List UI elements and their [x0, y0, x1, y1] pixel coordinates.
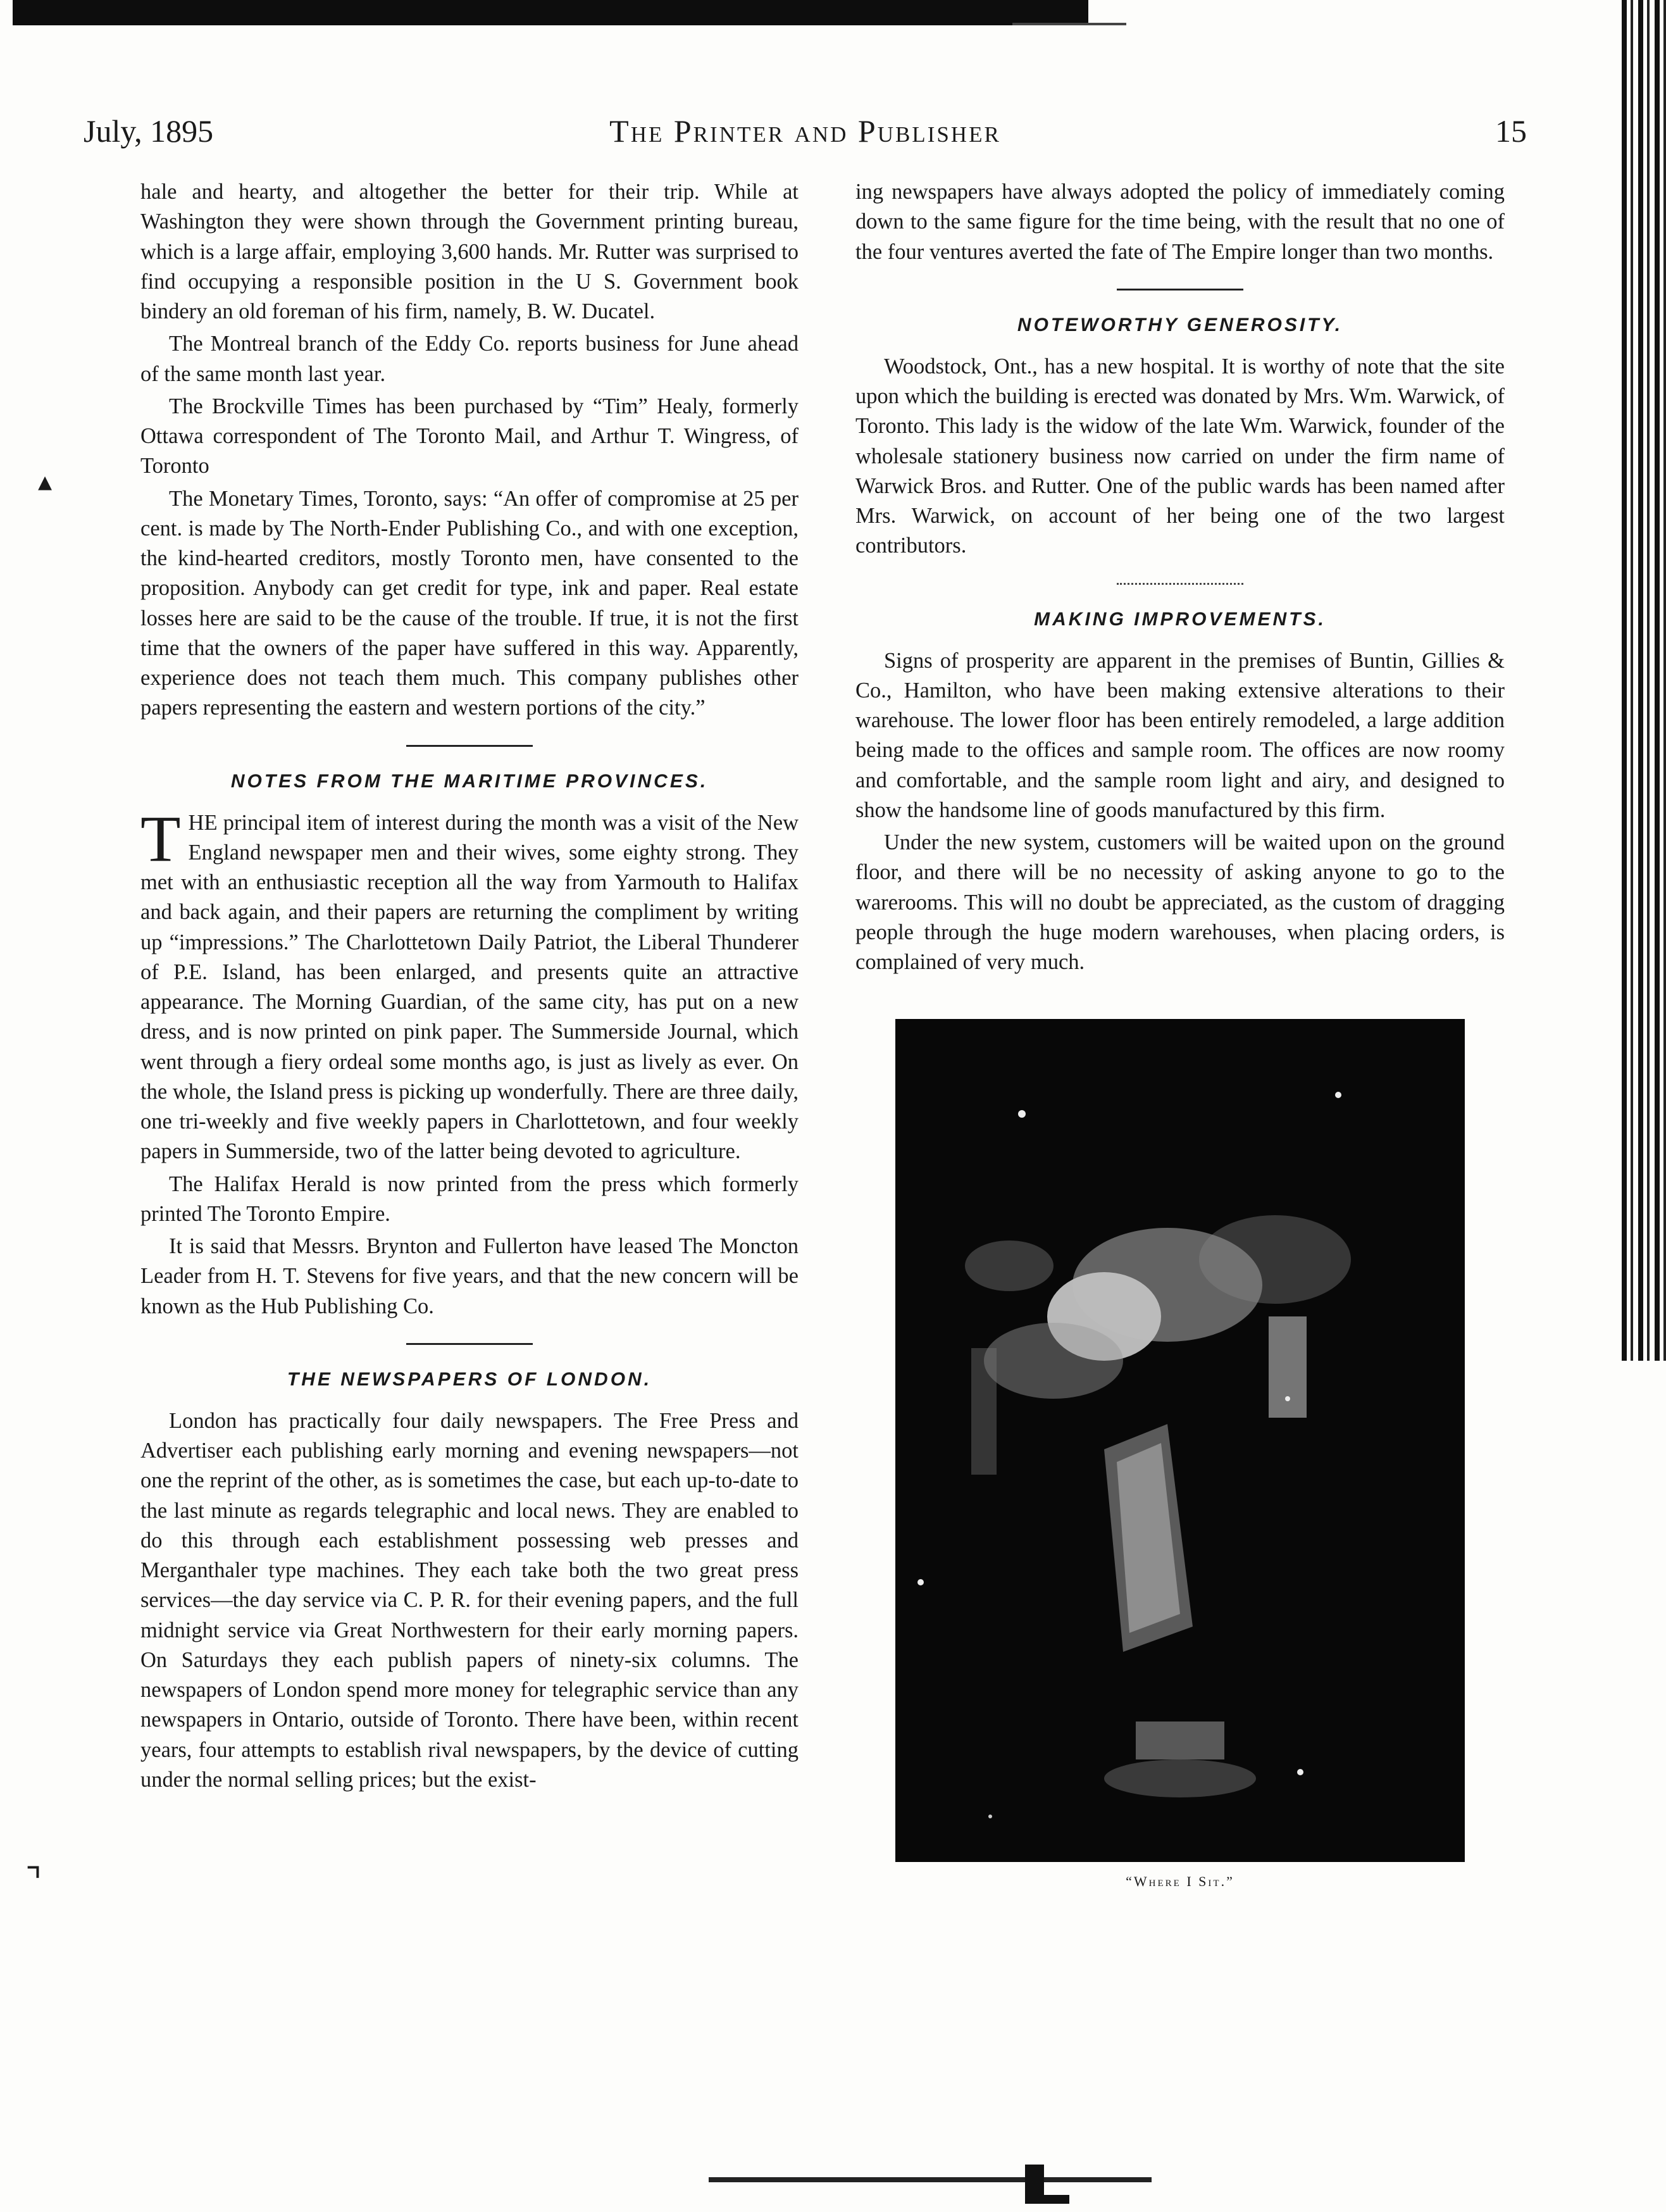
paragraph-london-continued: ing newspapers have always adopted the policy of immediately coming down to the same figure for the time being, with the result that no one of the four ventures averted the fate of The Empire longer than two months.	[855, 180, 1505, 264]
photo-scene-graphic	[895, 1019, 1465, 1862]
drop-cap: T	[140, 802, 181, 875]
bottom-scan-mark-foot	[1025, 2195, 1069, 2204]
paragraph-buntin-gillies: Signs of prosperity are apparent in the premises of Buntin, Gillies & Co., Hamilton, who have been making extensive alterations to their warehouse. The lower floor has been entirely remodeled, a large addition being made to the offices and sample room. The offices are now roomy and comfortable, and the sample room light and airy, and designed to show the handsome line of goods manufactured by this firm.	[855, 648, 1505, 822]
heading-newspapers-of-london: THE NEWSPAPERS OF LONDON.	[287, 1368, 652, 1390]
heading-making-improvements: MAKING IMPROVEMENTS.	[1034, 608, 1326, 630]
right-column	[855, 177, 1505, 1892]
running-head	[84, 113, 1527, 157]
issue-date: July, 1895	[84, 113, 214, 149]
section-divider	[406, 1343, 533, 1345]
paragraph-monetary-times: The Monetary Times, Toronto, says: “An offer of compromise at 25 per cent. is made by The North-Ender Publishing Co., and with one exception, the kind-hearted creditors, mostly Toronto men, have consented to the proposition. Anybody can get credit for type, ink and paper. Real estate losses here are said to be the cause of the trouble. If true, it is not the first time that the owners of the paper have suffered in this way. Apparently, experience does not teach them much. This company publishes other papers representing the eastern and western portions of the city.”	[140, 486, 799, 720]
section-divider	[406, 745, 533, 747]
photo-figure	[855, 1019, 1505, 1891]
halftone-photograph	[895, 1019, 1465, 1862]
paragraph-london-newspapers: London has practically four daily newspapers. The Free Press and Advertiser each publishing early morning and evening newspapers—not one the reprint of the other, as is sometimes the case, but each up-to-date to the last minute as regards telegraphic and local news. They are enabled to do this through each establishment possessing web presses and Merganthaler type machines. They each take both the two great press services—the day service via C. P. R. for their evening papers, and the full midnight service via Great Northwestern for their early morning papers. On Saturdays they each publish papers of ninety-six columns. The newspapers of London spend more money for telegraphic service than any newspapers in Ontario, outside of Toronto. There have been, within recent years, four attempts to establish rival newspapers, by the device of cutting under the normal selling prices; but the exist-	[140, 1408, 799, 1792]
left-column	[140, 177, 799, 1797]
margin-bracket-mark: ⌝	[25, 1862, 42, 1901]
paragraph-new-system: Under the new system, customers will be waited upon on the ground floor, and there will be no necessity of asking anyone to go to the warerooms. This will no doubt be appreciated, as the custom of dragging people through the huge modern warehouses, when placing orders, is complained of very much.	[855, 830, 1505, 975]
page-edge-scan-marks	[1622, 0, 1666, 1361]
paragraph-rutter-trip: hale and hearty, and altogether the better for their trip. While at Washington they were shown through the Government printing bureau, which is a large affair, employing 3,600 hands. Mr. Rutter was surprised to find occupying a responsible position in the U S. Government book bindery an old foreman of his firm, namely, B. W. Ducatel.	[140, 180, 799, 323]
top-border-rule-thin	[1012, 23, 1126, 25]
paragraph-eddy-co: The Montreal branch of the Eddy Co. reports business for June ahead of the same month last year.	[140, 332, 799, 386]
top-border-rule	[13, 0, 1088, 25]
paragraph-halifax-herald: The Halifax Herald is now printed from the press which formerly printed The Toronto Empire.	[140, 1172, 799, 1226]
page-number: 15	[1495, 113, 1527, 149]
maritime-intro-text: HE principal item of interest during the month was a visit of the New England newspaper men and their wives, some eighty strong. They met with an enthusiastic reception all the way from Yarmouth to Halifax and back again, and their papers are returning the compliment by writing up “impressions.” The Charlottetown Daily Patriot, the Liberal Thunderer of P.E. Island, has been enlarged, and presents quite an attractive appearance. The Morning Guardian, of the same city, has put on a new dress, and is now printed on pink paper. The Summerside Journal, which went through a fiery ordeal some months ago, is just as lively as ever. On the whole, the Island press is picking up wonderfully. There are three daily, one tri-weekly and five weekly papers in Charlottetown, and four weekly papers in Summerside, two of the latter being devoted to agriculture.	[140, 810, 799, 1164]
paragraph-brockville-times: The Brockville Times has been purchased by “Tim” Healy, formerly Ottawa correspondent of The Toronto Mail, and Arthur T. Wingress, of Toronto	[140, 394, 799, 478]
heading-noteworthy-generosity: NOTEWORTHY GENEROSITY.	[1017, 314, 1343, 335]
section-divider	[1117, 289, 1243, 291]
heading-maritime-provinces: NOTES FROM THE MARITIME PROVINCES.	[230, 770, 709, 792]
section-divider-dotted	[1117, 583, 1243, 585]
paragraph-moncton-leader: It is said that Messrs. Brynton and Fullerton have leased The Moncton Leader from H. T. Stevens for five years, and that the new concern will be known as the Hub Publishing Co.	[140, 1234, 799, 1318]
bottom-scan-rule	[709, 2177, 1152, 2182]
publication-title: The Printer and Publisher	[609, 113, 1001, 149]
photo-caption: “Where I Sit.”	[1126, 1873, 1234, 1890]
paragraph-maritime-intro	[140, 802, 799, 1167]
margin-pointer-mark: ▴	[38, 466, 53, 497]
paragraph-woodstock-hospital: Woodstock, Ont., has a new hospital. It is worthy of note that the site upon which the building is erected was donated by Mrs. Wm. Warwick, of Toronto. This lady is the widow of the late Wm. Warwick, founder of the wholesale stationery business now carried on under the firm name of Warwick Bros. and Rutter. One of the public wards has been named after Mrs. Warwick, on account of her being one of the two largest contributors.	[855, 354, 1505, 558]
